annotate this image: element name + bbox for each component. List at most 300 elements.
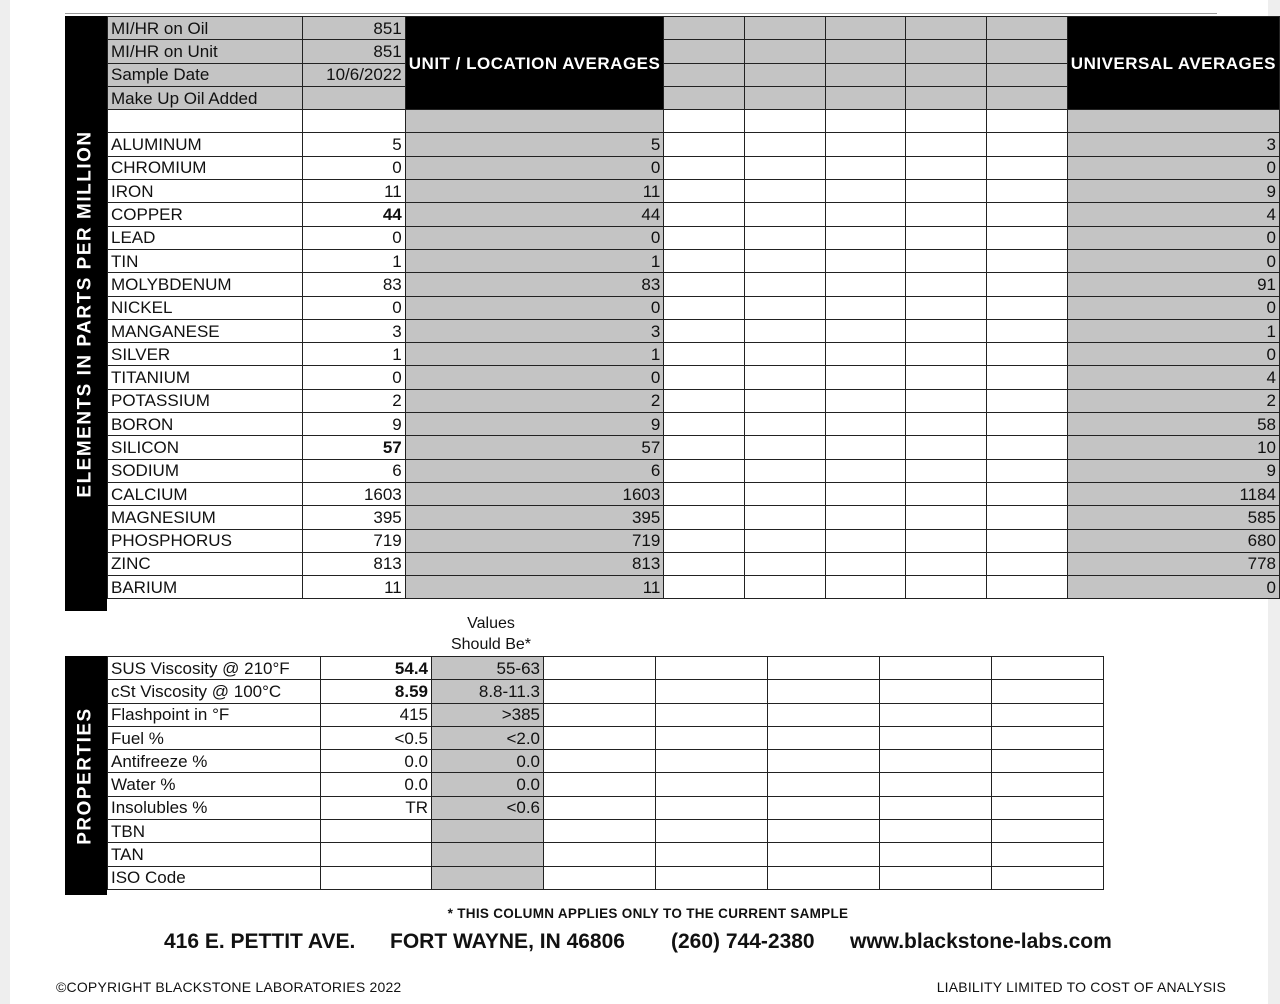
- element-row: [108, 203, 1280, 226]
- history-cell: [745, 506, 826, 529]
- history-cell: [987, 482, 1068, 505]
- element-universal-average: 680: [1067, 529, 1279, 552]
- history-cell: [745, 366, 826, 389]
- history-cell: [906, 226, 987, 249]
- history-cell: [544, 866, 656, 889]
- history-cell: [664, 529, 745, 552]
- element-name: POTASSIUM: [108, 389, 303, 412]
- history-cell: [745, 552, 826, 575]
- history-cell: [745, 576, 826, 599]
- history-cell: [880, 773, 992, 796]
- history-cell: [987, 63, 1068, 86]
- sample-info-value: [303, 86, 406, 109]
- element-universal-average: 585: [1067, 506, 1279, 529]
- history-cell: [906, 459, 987, 482]
- history-cell: [544, 796, 656, 819]
- street-address: 416 E. PETTIT AVE.: [164, 930, 356, 953]
- history-cell: [880, 866, 992, 889]
- history-cell: [825, 296, 906, 319]
- property-should-be: [432, 843, 544, 866]
- history-cell: [987, 436, 1068, 459]
- history-cell: [906, 319, 987, 342]
- spacer-cell: [825, 110, 906, 133]
- element-unit-average: 11: [405, 576, 664, 599]
- history-cell: [768, 703, 880, 726]
- history-cell: [992, 703, 1104, 726]
- element-unit-average: 0: [405, 156, 664, 179]
- element-row: [108, 506, 1280, 529]
- history-cell: [825, 436, 906, 459]
- history-cell: [768, 820, 880, 843]
- history-cell: [544, 773, 656, 796]
- history-cell: [745, 226, 826, 249]
- history-cell: [880, 726, 992, 749]
- element-value: 11: [303, 576, 406, 599]
- element-universal-average: 0: [1067, 296, 1279, 319]
- sample-info-value: 10/6/2022: [303, 63, 406, 86]
- element-name: SILICON: [108, 436, 303, 459]
- element-name: PHOSPHORUS: [108, 529, 303, 552]
- history-cell: [825, 226, 906, 249]
- history-cell: [825, 552, 906, 575]
- sample-info-label: Sample Date: [108, 63, 303, 86]
- history-cell: [987, 343, 1068, 366]
- elements-table: [107, 16, 1280, 599]
- history-cell: [906, 552, 987, 575]
- property-row: [108, 726, 1104, 749]
- history-cell: [992, 657, 1104, 680]
- history-cell: [906, 133, 987, 156]
- history-cell: [992, 866, 1104, 889]
- element-row: [108, 529, 1280, 552]
- property-name: Fuel %: [108, 726, 321, 749]
- element-value: 9: [303, 413, 406, 436]
- history-cell: [656, 703, 768, 726]
- element-name: CHROMIUM: [108, 156, 303, 179]
- element-row: [108, 133, 1280, 156]
- property-row: [108, 680, 1104, 703]
- history-cell: [664, 226, 745, 249]
- history-cell: [825, 40, 906, 63]
- element-name: BARIUM: [108, 576, 303, 599]
- history-cell: [544, 726, 656, 749]
- element-universal-average: 0: [1067, 343, 1279, 366]
- element-universal-average: 0: [1067, 156, 1279, 179]
- property-name: Antifreeze %: [108, 750, 321, 773]
- history-cell: [664, 413, 745, 436]
- properties-sidebar-label: PROPERTIES: [75, 706, 97, 845]
- history-cell: [987, 506, 1068, 529]
- history-cell: [825, 249, 906, 272]
- history-cell: [992, 773, 1104, 796]
- element-name: MANGANESE: [108, 319, 303, 342]
- element-unit-average: 83: [405, 273, 664, 296]
- history-cell: [745, 133, 826, 156]
- history-cell: [664, 319, 745, 342]
- history-cell: [825, 529, 906, 552]
- history-cell: [768, 750, 880, 773]
- history-cell: [664, 180, 745, 203]
- property-row: [108, 657, 1104, 680]
- element-name: IRON: [108, 180, 303, 203]
- element-row: [108, 156, 1280, 179]
- history-cell: [768, 796, 880, 819]
- property-should-be: 0.0: [432, 773, 544, 796]
- history-cell: [992, 843, 1104, 866]
- history-cell: [906, 203, 987, 226]
- history-cell: [987, 156, 1068, 179]
- history-cell: [656, 820, 768, 843]
- history-cell: [987, 17, 1068, 40]
- spacer-row: [108, 110, 1280, 133]
- history-cell: [825, 273, 906, 296]
- element-value: 6: [303, 459, 406, 482]
- property-should-be: >385: [432, 703, 544, 726]
- property-value: [321, 843, 432, 866]
- property-should-be: 55-63: [432, 657, 544, 680]
- element-value: 2: [303, 389, 406, 412]
- sample-info-value: 851: [303, 17, 406, 40]
- top-rule: [65, 13, 1217, 14]
- element-row: [108, 319, 1280, 342]
- history-cell: [664, 133, 745, 156]
- element-universal-average: 778: [1067, 552, 1279, 575]
- element-unit-average: 395: [405, 506, 664, 529]
- history-cell: [987, 319, 1068, 342]
- element-universal-average: 2: [1067, 389, 1279, 412]
- history-cell: [906, 529, 987, 552]
- property-value: TR: [321, 796, 432, 819]
- history-cell: [656, 657, 768, 680]
- element-name: LEAD: [108, 226, 303, 249]
- history-cell: [664, 156, 745, 179]
- element-unit-average: 1: [405, 343, 664, 366]
- history-cell: [656, 773, 768, 796]
- spacer-cell: [1067, 110, 1279, 133]
- element-value: 0: [303, 366, 406, 389]
- property-value: 0.0: [321, 750, 432, 773]
- property-name: Flashpoint in °F: [108, 703, 321, 726]
- sample-info-row: [108, 17, 1280, 40]
- universal-averages-header: UNIVERSAL AVERAGES: [1067, 17, 1279, 110]
- element-unit-average: 44: [405, 203, 664, 226]
- property-should-be: [432, 866, 544, 889]
- property-row: [108, 843, 1104, 866]
- element-unit-average: 1: [405, 249, 664, 272]
- history-cell: [825, 319, 906, 342]
- history-cell: [745, 40, 826, 63]
- spacer-cell: [664, 110, 745, 133]
- element-row: [108, 576, 1280, 599]
- sample-info-label: Make Up Oil Added: [108, 86, 303, 109]
- history-cell: [768, 773, 880, 796]
- element-row: [108, 552, 1280, 575]
- element-universal-average: 0: [1067, 576, 1279, 599]
- history-cell: [880, 680, 992, 703]
- history-cell: [987, 86, 1068, 109]
- element-universal-average: 1184: [1067, 482, 1279, 505]
- element-row: [108, 436, 1280, 459]
- history-cell: [664, 576, 745, 599]
- history-cell: [768, 680, 880, 703]
- history-cell: [987, 576, 1068, 599]
- history-cell: [544, 820, 656, 843]
- history-cell: [987, 180, 1068, 203]
- element-unit-average: 813: [405, 552, 664, 575]
- spacer-cell: [745, 110, 826, 133]
- history-cell: [656, 680, 768, 703]
- element-unit-average: 6: [405, 459, 664, 482]
- history-cell: [906, 273, 987, 296]
- property-name: Water %: [108, 773, 321, 796]
- element-name: MAGNESIUM: [108, 506, 303, 529]
- history-cell: [906, 40, 987, 63]
- history-cell: [745, 17, 826, 40]
- history-cell: [664, 86, 745, 109]
- history-cell: [745, 203, 826, 226]
- history-cell: [906, 366, 987, 389]
- history-cell: [992, 680, 1104, 703]
- property-name: cSt Viscosity @ 100°C: [108, 680, 321, 703]
- history-cell: [745, 296, 826, 319]
- element-name: SILVER: [108, 343, 303, 366]
- property-value: 54.4: [321, 657, 432, 680]
- liability-notice: LIABILITY LIMITED TO COST OF ANALYSIS: [936, 979, 1226, 995]
- history-cell: [906, 296, 987, 319]
- element-row: [108, 273, 1280, 296]
- element-universal-average: 4: [1067, 203, 1279, 226]
- element-name: SODIUM: [108, 459, 303, 482]
- element-universal-average: 1: [1067, 319, 1279, 342]
- history-cell: [664, 17, 745, 40]
- history-cell: [825, 203, 906, 226]
- history-cell: [745, 413, 826, 436]
- property-name: TAN: [108, 843, 321, 866]
- history-cell: [656, 866, 768, 889]
- properties-table: [107, 656, 1104, 890]
- history-cell: [664, 296, 745, 319]
- history-cell: [906, 343, 987, 366]
- history-cell: [825, 482, 906, 505]
- history-cell: [745, 156, 826, 179]
- element-value: 1: [303, 343, 406, 366]
- element-name: ZINC: [108, 552, 303, 575]
- element-value: 813: [303, 552, 406, 575]
- history-cell: [825, 63, 906, 86]
- history-cell: [745, 86, 826, 109]
- property-value: 8.59: [321, 680, 432, 703]
- element-row: [108, 366, 1280, 389]
- history-cell: [880, 796, 992, 819]
- history-cell: [664, 203, 745, 226]
- history-cell: [544, 750, 656, 773]
- history-cell: [987, 226, 1068, 249]
- property-value: 415: [321, 703, 432, 726]
- property-name: SUS Viscosity @ 210°F: [108, 657, 321, 680]
- element-row: [108, 226, 1280, 249]
- history-cell: [987, 529, 1068, 552]
- element-unit-average: 0: [405, 296, 664, 319]
- element-name: CALCIUM: [108, 482, 303, 505]
- history-cell: [656, 750, 768, 773]
- element-row: [108, 296, 1280, 319]
- property-row: [108, 796, 1104, 819]
- history-cell: [745, 249, 826, 272]
- property-row: [108, 750, 1104, 773]
- element-universal-average: 10: [1067, 436, 1279, 459]
- element-universal-average: 9: [1067, 180, 1279, 203]
- history-cell: [825, 86, 906, 109]
- unit-location-averages-header: UNIT / LOCATION AVERAGES: [405, 17, 664, 110]
- history-cell: [656, 796, 768, 819]
- history-cell: [906, 249, 987, 272]
- history-cell: [745, 319, 826, 342]
- history-cell: [987, 459, 1068, 482]
- element-unit-average: 9: [405, 413, 664, 436]
- history-cell: [906, 63, 987, 86]
- element-unit-average: 719: [405, 529, 664, 552]
- element-universal-average: 0: [1067, 226, 1279, 249]
- history-cell: [745, 273, 826, 296]
- element-name: NICKEL: [108, 296, 303, 319]
- property-row: [108, 820, 1104, 843]
- history-cell: [992, 726, 1104, 749]
- properties-sidebar: [65, 656, 107, 895]
- history-cell: [987, 249, 1068, 272]
- history-cell: [987, 389, 1068, 412]
- property-value: [321, 866, 432, 889]
- history-cell: [664, 436, 745, 459]
- element-name: BORON: [108, 413, 303, 436]
- properties-table-body: [108, 657, 1104, 890]
- property-name: Insolubles %: [108, 796, 321, 819]
- element-row: [108, 459, 1280, 482]
- history-cell: [906, 156, 987, 179]
- copyright-notice: ©COPYRIGHT BLACKSTONE LABORATORIES 2022: [56, 979, 402, 995]
- element-value: 395: [303, 506, 406, 529]
- history-cell: [987, 413, 1068, 436]
- history-cell: [745, 63, 826, 86]
- spacer-cell: [108, 110, 303, 133]
- element-row: [108, 180, 1280, 203]
- element-row: [108, 389, 1280, 412]
- element-value: 0: [303, 156, 406, 179]
- history-cell: [825, 17, 906, 40]
- property-row: [108, 773, 1104, 796]
- history-cell: [880, 703, 992, 726]
- element-unit-average: 0: [405, 366, 664, 389]
- history-cell: [544, 703, 656, 726]
- history-cell: [664, 552, 745, 575]
- element-universal-average: 0: [1067, 249, 1279, 272]
- element-value: 719: [303, 529, 406, 552]
- spacer-cell: [303, 110, 406, 133]
- element-value: 44: [303, 203, 406, 226]
- element-name: TIN: [108, 249, 303, 272]
- history-cell: [825, 343, 906, 366]
- property-should-be: [432, 820, 544, 843]
- history-cell: [544, 680, 656, 703]
- element-row: [108, 249, 1280, 272]
- property-row: [108, 866, 1104, 889]
- history-cell: [987, 366, 1068, 389]
- elements-table-body: [108, 17, 1280, 599]
- property-name: TBN: [108, 820, 321, 843]
- history-cell: [745, 529, 826, 552]
- history-cell: [825, 180, 906, 203]
- property-value: [321, 820, 432, 843]
- history-cell: [992, 796, 1104, 819]
- element-name: MOLYBDENUM: [108, 273, 303, 296]
- history-cell: [656, 843, 768, 866]
- history-cell: [880, 820, 992, 843]
- history-cell: [768, 726, 880, 749]
- elements-sidebar: [65, 16, 107, 611]
- history-cell: [906, 389, 987, 412]
- property-should-be: <2.0: [432, 726, 544, 749]
- history-cell: [664, 343, 745, 366]
- history-cell: [825, 133, 906, 156]
- element-value: 0: [303, 226, 406, 249]
- page-edge-left: [0, 0, 10, 1004]
- history-cell: [745, 180, 826, 203]
- sample-info-value: 851: [303, 40, 406, 63]
- sample-info-label: MI/HR on Unit: [108, 40, 303, 63]
- element-value: 1603: [303, 482, 406, 505]
- history-cell: [987, 203, 1068, 226]
- element-unit-average: 0: [405, 226, 664, 249]
- history-cell: [544, 843, 656, 866]
- element-value: 1: [303, 249, 406, 272]
- spacer-cell: [405, 110, 664, 133]
- property-value: 0.0: [321, 773, 432, 796]
- history-cell: [664, 273, 745, 296]
- values-should-be-line2: Should Be*: [450, 636, 532, 653]
- history-cell: [906, 17, 987, 40]
- history-cell: [992, 750, 1104, 773]
- element-name: COPPER: [108, 203, 303, 226]
- city-state-zip: FORT WAYNE, IN 46806: [390, 930, 625, 953]
- website-link[interactable]: www.blackstone-labs.com: [850, 930, 1112, 953]
- element-universal-average: 3: [1067, 133, 1279, 156]
- elements-sidebar-label: ELEMENTS IN PARTS PER MILLION: [75, 129, 96, 498]
- history-cell: [825, 459, 906, 482]
- element-row: [108, 343, 1280, 366]
- element-universal-average: 58: [1067, 413, 1279, 436]
- values-should-be-line1: Values: [467, 615, 515, 632]
- history-cell: [992, 820, 1104, 843]
- element-row: [108, 413, 1280, 436]
- history-cell: [745, 389, 826, 412]
- spacer-cell: [987, 110, 1068, 133]
- element-value: 57: [303, 436, 406, 459]
- history-cell: [664, 63, 745, 86]
- history-cell: [664, 482, 745, 505]
- history-cell: [664, 459, 745, 482]
- history-cell: [768, 843, 880, 866]
- property-should-be: 0.0: [432, 750, 544, 773]
- history-cell: [664, 506, 745, 529]
- history-cell: [906, 436, 987, 459]
- history-cell: [880, 657, 992, 680]
- history-cell: [768, 657, 880, 680]
- history-cell: [664, 389, 745, 412]
- history-cell: [745, 436, 826, 459]
- element-name: TITANIUM: [108, 366, 303, 389]
- element-unit-average: 11: [405, 180, 664, 203]
- element-universal-average: 4: [1067, 366, 1279, 389]
- element-value: 11: [303, 180, 406, 203]
